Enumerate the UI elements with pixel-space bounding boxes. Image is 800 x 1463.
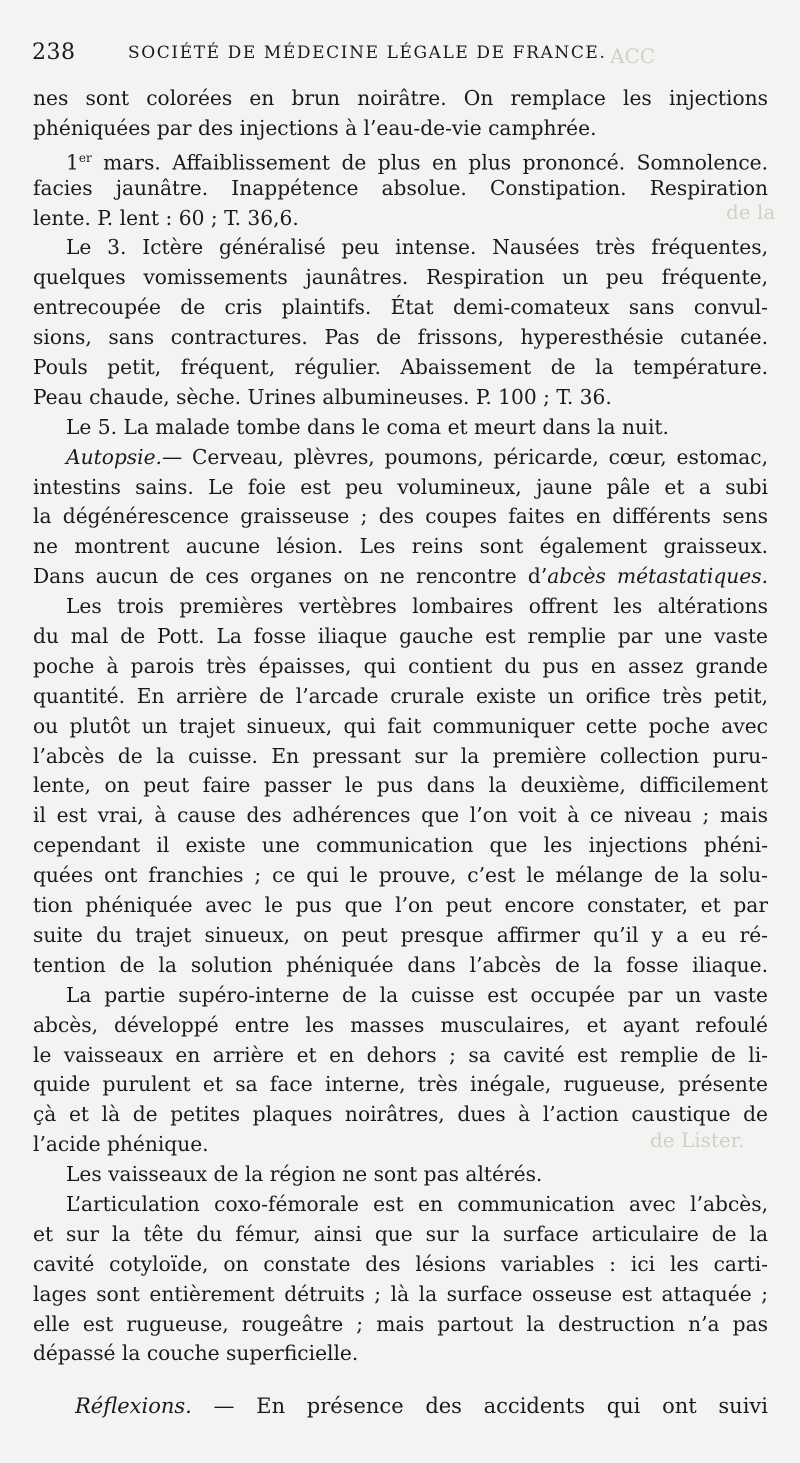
bleed-through-text: de la [726,200,776,224]
text-line: tention de la solution phéniquée dans l’abcès de la fosse iliaque. [33,952,768,977]
text-line: lente. P. lent : 60 ; T. 36,6. [33,205,299,230]
text-line: il est vrai, à cause des adhérences que l’on voit à ce niveau ; mais [33,803,768,828]
bleed-through-text: ACC [610,44,656,68]
text-line: suite du trajet sinueux, on peut presque affirmer qu’il y a eu ré- [33,922,768,947]
text-line: Le 3. Ictère généralisé peu intense. Nausées très fréquentes, [66,235,768,260]
text-line: ou plutôt un trajet sinueux, qui fait communiquer cette poche avec [33,713,768,738]
text-line: entrecoupée de cris plaintifs. État demi-comateux sans convul- [33,295,768,320]
main-text [33,84,768,1421]
text-line: Dans aucun de ces organes on ne rencontre d’abcès métastatiques. [33,564,768,589]
text-line: Les vaisseaux de la région ne sont pas altérés. [66,1162,543,1187]
reflexions-line: Réflexions. — En présence des accidents qui ont suivi [75,1394,768,1419]
page-number: 238 [32,40,76,65]
text-line: l’acide phénique. [33,1132,209,1157]
text-line: facies jaunâtre. Inappétence absolue. Constipation. Respiration [33,175,768,200]
text-line: phéniquées par des injections à l’eau-de-vie camphrée. [33,115,597,140]
text-line: 1er mars. Affaiblissement de plus en plus prononcé. Somnolence. [66,150,768,174]
text-line: cavité cotyloïde, on constate des lésions variables : ici les carti- [33,1251,768,1276]
text-line: Les trois premières vertèbres lombaires offrent les altérations [66,594,768,619]
text-line: du mal de Pott. La fosse iliaque gauche est remplie par une vaste [33,624,768,649]
text-line: lages sont entièrement détruits ; là la surface osseuse est attaquée ; [33,1281,768,1306]
text-line: intestins sains. Le foie est peu volumineux, jaune pâle et a subi [33,474,768,499]
text-line: quées ont franchies ; ce qui le prouve, c’est le mélange de la solu- [33,863,768,888]
text-line: quantité. En arrière de l’arcade crurale existe un orifice très petit, [33,683,768,708]
text-line: nes sont colorées en brun noirâtre. On remplace les injections [33,86,768,110]
text-line: l’abcès de la cuisse. En pressant sur la première collection puru- [33,743,768,768]
text-line: lente, on peut faire passer le pus dans la deuxième, difficilement [33,773,768,798]
text-line: la dégénérescence graisseuse ; des coupes faites en différents sens [33,504,768,529]
text-line: quide purulent et sa face interne, très inégale, rugueuse, présente [33,1072,768,1097]
text-line: abcès, développé entre les masses musculaires, et ayant refoulé [33,1012,768,1037]
text-line: poche à parois très épaisses, qui contient du pus en assez grande [33,653,768,678]
text-line: L’articulation coxo-fémorale est en communication avec l’abcès, [66,1191,768,1216]
text-line: Autopsie.— Cerveau, plèvres, poumons, péricarde, cœur, estomac, [66,444,768,469]
text-line: Peau chaude, sèche. Urines albumineuses. P. 100 ; T. 36. [33,384,612,409]
text-line: et sur la tête du fémur, ainsi que sur la surface articulaire de la [33,1221,768,1246]
text-line: tion phéniquée avec le pus que l’on peut encore constater, et par [33,893,768,918]
text-line: Pouls petit, fréquent, régulier. Abaissement de la température. [33,355,768,380]
running-head: SOCIÉTÉ DE MÉDECINE LÉGALE DE FRANCE. [128,43,607,63]
text-line: le vaisseaux en arrière et en dehors ; sa cavité est remplie de li- [33,1042,768,1067]
text-line: dépassé la couche superficielle. [33,1341,359,1366]
text-line: elle est rugueuse, rougeâtre ; mais partout la destruction n’a pas [33,1311,768,1336]
text-line: La partie supéro-interne de la cuisse est occupée par un vaste [66,982,768,1007]
text-line: Le 5. La malade tombe dans le coma et meurt dans la nuit. [66,414,669,439]
text-line: ne montrent aucune lésion. Les reins sont également graisseux. [33,534,768,559]
text-line: sions, sans contractures. Pas de frissons, hyperesthésie cutanée. [33,325,768,350]
text-line: cependant il existe une communication que les injections phéni- [33,833,768,858]
page-header [32,40,772,70]
text-line: çà et là de petites plaques noirâtres, dues à l’action caustique de [33,1102,768,1127]
text-line: quelques vomissements jaunâtres. Respiration un peu fréquente, [33,265,768,290]
bleed-through-text: de Lister. [650,1128,745,1152]
